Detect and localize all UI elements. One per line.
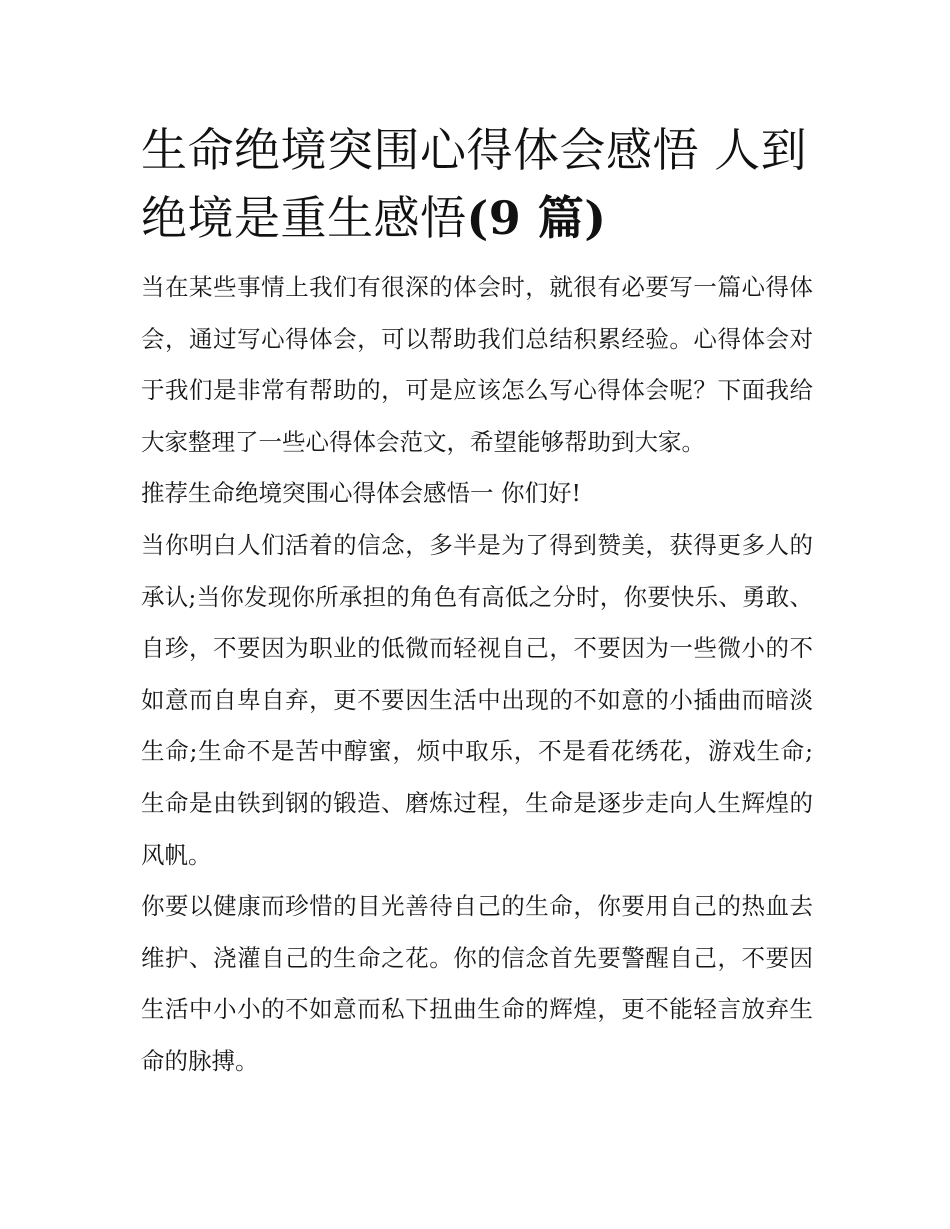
paragraph-body-2: 你要以健康而珍惜的目光善待自己的生命，你要用自己的热血去维护、浇灌自己的生命之花。你的信念首先要警醒自己，不要因生活中小小的不如意而私下扭曲生命的辉煌，更不能轻言放弃生命的脉搏。	[141, 892, 813, 1075]
document-body	[141, 262, 813, 1088]
document-title-suffix: (9 篇)	[466, 191, 607, 245]
document-title-main: 生命绝境突围心得体会感悟 人到绝境是重生感悟	[141, 123, 808, 245]
paragraph-intro: 当在某些事情上我们有很深的体会时，就很有必要写一篇心得体会，通过写心得体会，可以帮助我们总结积累经验。心得体会对于我们是非常有帮助的，可是应该怎么写心得体会呢？下面我给大家整理了一些心得体会范文，希望能够帮助到大家。	[141, 273, 813, 456]
document-title	[141, 116, 813, 252]
document-content	[141, 116, 813, 1088]
paragraph-body-1: 当你明白人们活着的信念，多半是为了得到赞美，获得更多人的承认;当你发现你所承担的角色有高低之分时，你要快乐、勇敢、自珍，不要因为职业的低微而轻视自己，不要因为一些微小的不如意而自卑自弃，更不要因生活中出现的不如意的小插曲而暗淡生命;生命不是苦中醇蜜，烦中取乐，不是看花绣花，游戏生命;生命是由铁到钢的锻造、磨炼过程，生命是逐步走向人生辉煌的风帆。	[141, 530, 813, 869]
paragraph-recommend-heading: 推荐生命绝境突围心得体会感悟一 你们好!	[141, 479, 581, 508]
